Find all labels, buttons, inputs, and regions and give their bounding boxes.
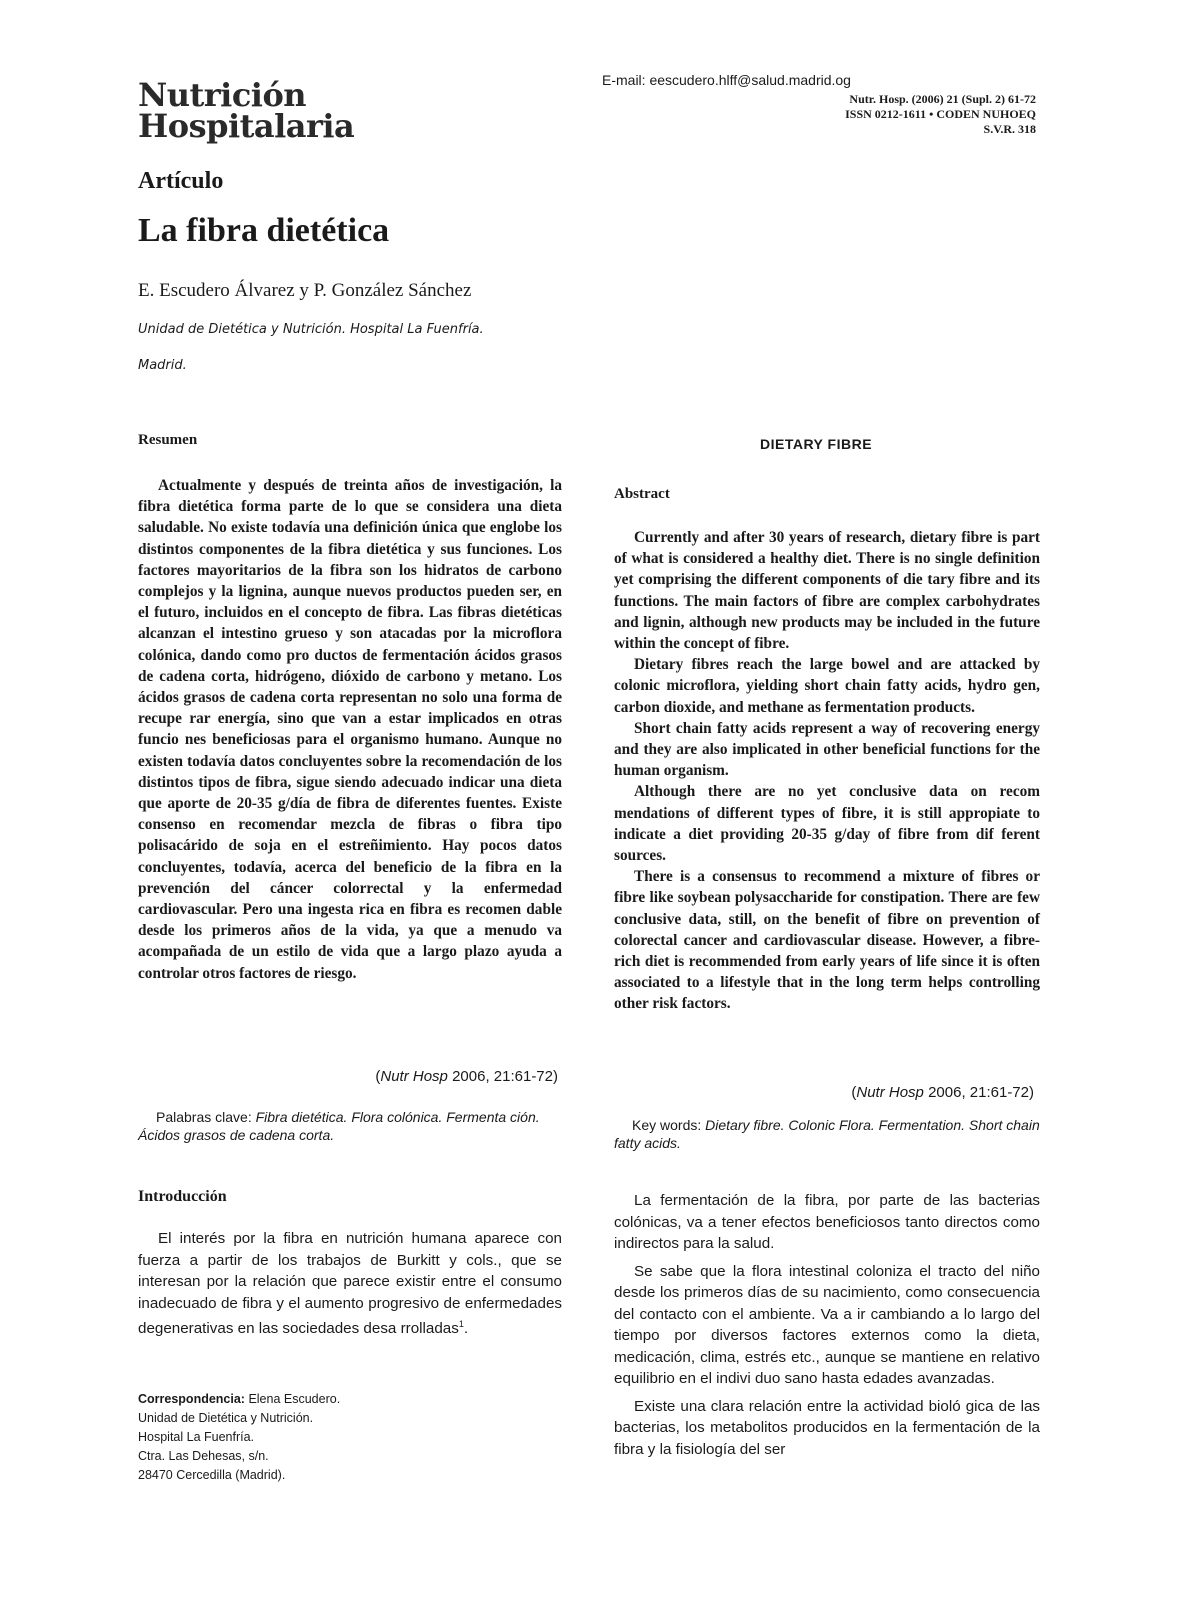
section-label: Artículo bbox=[138, 168, 224, 194]
resumen-citation: (Nutr Hosp 2006, 21:61-72) bbox=[375, 1068, 558, 1085]
abstract-paragraph-1: Currently and after 30 years of research, dietary fibre is part of what is considered a healthy diet. There is no single definition yet comprising the different components of die tary fibre and its functions. The main factors of fibre are complex carbohydrates and lignin, although new products may be included in the future within the concept of fibre. bbox=[614, 529, 1040, 653]
abstract-paragraph-3: Short chain fatty acids represent a way of recovering energy and they are also implicated in other beneficial functions for the human organism. bbox=[614, 719, 1040, 780]
correspondence-line: Ctra. Las Dehesas, s/n. bbox=[138, 1449, 269, 1463]
author-city: Madrid. bbox=[138, 358, 187, 373]
resumen-paragraph: Actualmente y después de treinta años de investigación, la fibra dietética forma parte de lo que se considera una dieta saludable. No existe todavía una definición única que englobe los distintos componentes de la fibra dietética y sus funciones. Los factores mayoritarios de la fibra son los hidratos de carbono complejos y la lignina, aunque nuevos productos pueden ser, en el futuro, incluidos en el concepto de fibra. Las fibras dietéticas alcanzan el intestino grueso y son atacadas por la microflora colónica, dando como pro ductos de fermentación ácidos grasos de cadena corta, hidrógeno, dióxido de carbono y metano. Los ácidos grasos de cadena corta representan no solo una forma de recupe rar energía, sino que van a estar implicados en otras funcio nes beneficiosas para el organismo humano. Aunque no existen todavía datos concluyentes sobre la recomendación de los distintos tipos de fibra, sigue siendo adecuado indicar una dieta que aporte de 20-35 g/día de fibra de diferentes fuentes. Existe consenso en recomendar mezcla de fibras o fibra tipo polisacárido de soja en el estreñimiento. Hay pocos datos concluyentes, todavía, acerca del beneficio de la fibra en la prevención del cáncer colorrectal y la enfermedad cardiovascular. Pero una ingesta rica en fibra es recomen dable desde los primeros años de la vida, ya que a menudo va acompañada de un estilo de vida que a largo plazo ayuda a controlar otros factores de riesgo. bbox=[138, 477, 562, 982]
abstract-body bbox=[614, 527, 1040, 1015]
abstract-citation-rest: 2006, 21:61-72) bbox=[923, 1084, 1034, 1101]
logo-line-1: Nutrición bbox=[138, 76, 307, 114]
keywords-list: Dietary fibre. Colonic Flora. Fermentation. Short chain fatty acids. bbox=[614, 1117, 1040, 1151]
abstract-paragraph-2: Dietary fibres reach the large bowel and are attacked by colonic microflora, yielding short chain fatty acids, hydro gen, carbon dioxide, and methane as fermentation products. bbox=[614, 656, 1040, 716]
keywords-label: Key words: bbox=[632, 1117, 706, 1133]
journal-logo bbox=[138, 76, 355, 145]
resumen-citation-rest: 2006, 21:61-72) bbox=[447, 1068, 558, 1085]
contact-email: E-mail: eescudero.hlff@salud.madrid.og bbox=[602, 72, 851, 88]
abstract-citation-journal: Nutr Hosp bbox=[856, 1084, 924, 1101]
correspondence-line: Unidad de Dietética y Nutrición. bbox=[138, 1411, 314, 1425]
intro-paragraph-end: . bbox=[463, 1320, 469, 1338]
resumen-citation-journal: Nutr Hosp bbox=[380, 1068, 448, 1085]
intro-paragraph-text: El interés por la fibra en nutrición humana aparece con fuerza a partir de los trabajos de Burkitt y cols., que se interesan por la relación que parece existir entre el consumo inadecuado de fibra y el aumento progresivo de enfermedades degenerativas en las sociedades desa rrolladas bbox=[138, 1230, 562, 1338]
author-affiliation: Unidad de Dietética y Nutrición. Hospital La Fuenfría. bbox=[138, 322, 484, 337]
body-paragraph-1: La fermentación de la fibra, por parte de las bacterias colónicas, va a tener efectos beneficiosos tanto directos como indirectos para la salud. bbox=[614, 1192, 1040, 1252]
intro-heading: Introducción bbox=[138, 1188, 227, 1205]
abstract-heading: Abstract bbox=[614, 486, 670, 502]
resumen-heading: Resumen bbox=[138, 432, 198, 448]
correspondence-line-1 bbox=[138, 1390, 340, 1409]
right-body bbox=[614, 1190, 1040, 1466]
correspondence-block bbox=[138, 1390, 340, 1485]
abstract-keywords bbox=[614, 1116, 1040, 1152]
keywords-list: Fibra dietética. Flora colónica. Fermenta ción. Ácidos grasos de cadena corta. bbox=[138, 1109, 540, 1143]
correspondence-label: Correspondencia: bbox=[138, 1392, 245, 1406]
footnote-ref: 1 bbox=[458, 1319, 464, 1329]
body-paragraph-2: Se sabe que la flora intestinal coloniza el tracto del niño desde los primeros días de su nacimiento, como consecuencia del contacto con el ambiente. Va a ir cambiando a lo largo del tiempo por diversos factores externos como la dieta, medicación, clima, estrés etc., aunque se mantiene en relativo equilibrio en el indivi duo sano hasta edades avanzadas. bbox=[614, 1262, 1040, 1387]
correspondence-name: Elena Escudero. bbox=[244, 1392, 341, 1406]
abstract-paragraph-4: Although there are no yet conclusive data on recom mendations of different types of fibre, it is still appropiate to indicate a diet providing 20-35 g/day of fibre from dif ferent sources. bbox=[614, 783, 1040, 865]
english-title: DIETARY FIBRE bbox=[760, 436, 873, 452]
resumen-body bbox=[138, 475, 562, 984]
correspondence-line: 28470 Cercedilla (Madrid). bbox=[138, 1468, 286, 1482]
resumen-keywords bbox=[138, 1108, 562, 1144]
journal-citation-block bbox=[845, 92, 1036, 137]
correspondence-line: Hospital La Fuenfría. bbox=[138, 1430, 255, 1444]
abstract-citation: (Nutr Hosp 2006, 21:61-72) bbox=[851, 1084, 1034, 1101]
intro-body bbox=[138, 1228, 562, 1346]
abstract-paragraph-5: There is a consensus to recommend a mixture of fibres or fibre like soybean polysaccharide for constipation. There are few conclusive data, still, on the benefit of fibre on prevention of colorectal cancer and cardiovascular disease. However, a fibre-rich diet is recommended from early years of life since it is often associated to a lifestyle that in the long term helps controlling other risk factors. bbox=[614, 868, 1040, 1013]
issn-line: ISSN 0212-1611 • CODEN NUHOEQ bbox=[845, 107, 1036, 121]
svr-line: S.V.R. 318 bbox=[983, 122, 1036, 136]
logo-line-2: Hospitalaria bbox=[138, 107, 355, 145]
keywords-label: Palabras clave: bbox=[156, 1109, 256, 1125]
article-title: La fibra dietética bbox=[138, 212, 390, 249]
intro-paragraph bbox=[138, 1228, 562, 1340]
body-paragraph-3: Existe una clara relación entre la actividad bioló gica de las bacterias, los metabolitos producidos en la fermentación de la fibra y la fisiología del ser bbox=[614, 1397, 1040, 1458]
journal-citation: Nutr. Hosp. (2006) 21 (Supl. 2) 61-72 bbox=[849, 92, 1036, 106]
article-authors: E. Escudero Álvarez y P. González Sánchez bbox=[138, 280, 472, 301]
